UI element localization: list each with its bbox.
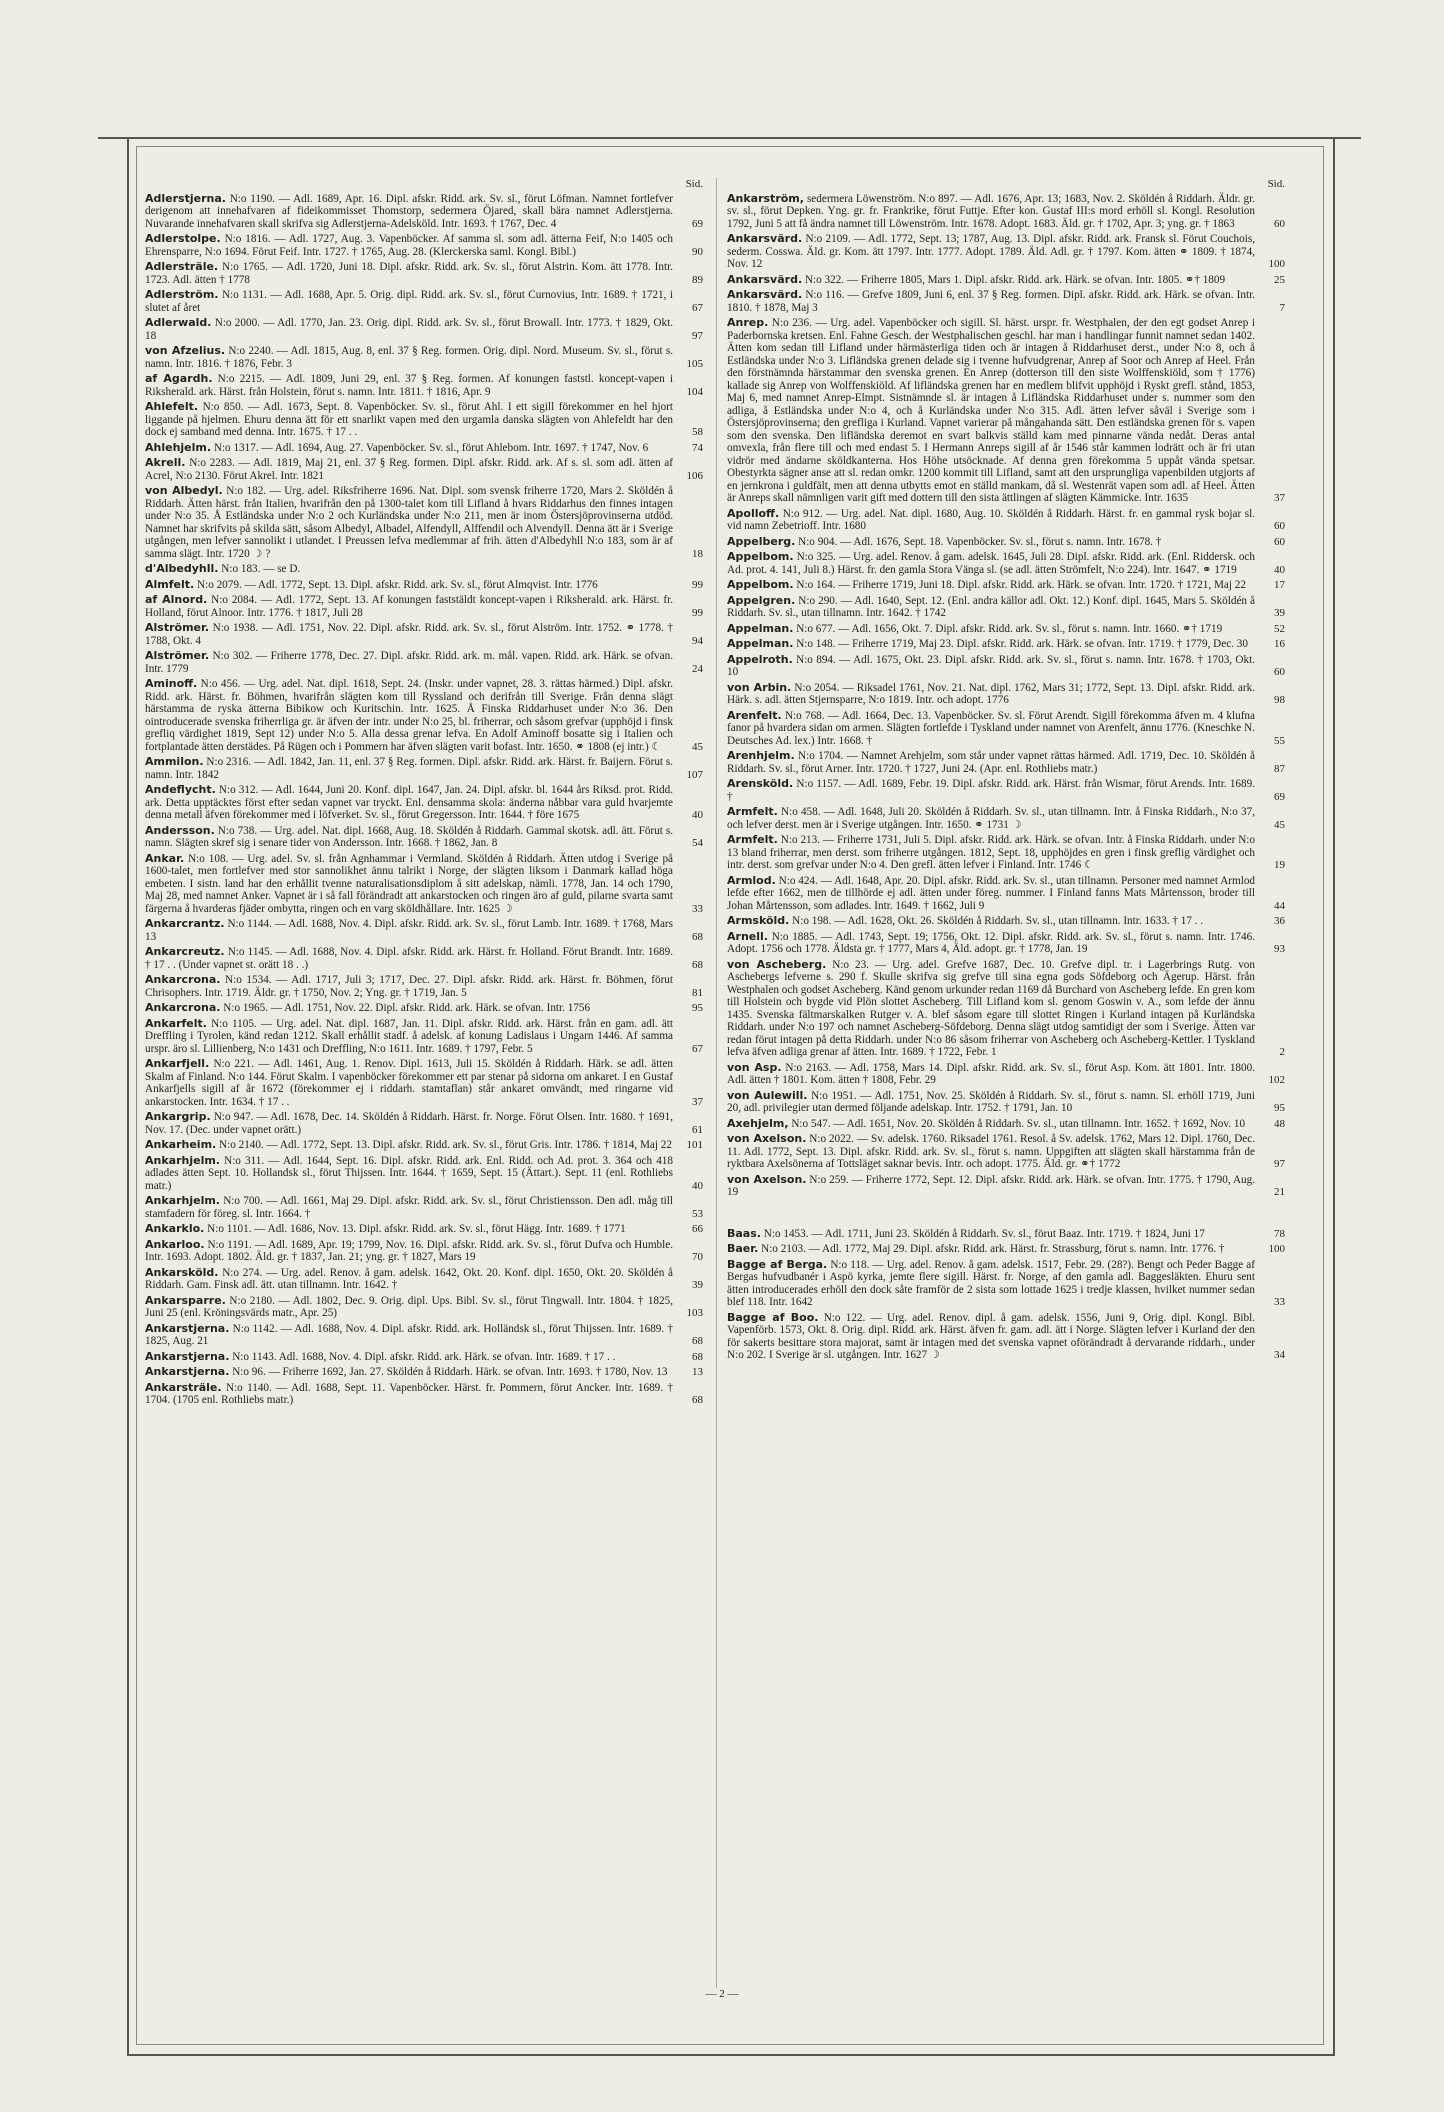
entry-text: N:o 1938. — Adl. 1751, Nov. 22. Dipl. afskr. Ridd. ark. Sv. sl., förut Alström. Intr. 1752. ⚭ 1778. † 1788, Okt. 4 — [145, 622, 674, 647]
entry-text: N:o 904. — Adl. 1676, Sept. 18. Vapenböcker. Sv. sl., förut s. namn. Intr. 1678. † — [798, 535, 1162, 548]
entry-text: N:o 424. — Adl. 1648, Apr. 20. Dipl. afskr. Ridd. ark. Sv. sl., utan tillnamn. Personer med namnet Armlod lefde efter 1662, men de tillhörde ej adl. ätten under föreg. nummer. I Finland fanns Mats Mårtensson, broder till Johan Mårtensson, som adlades. Intr. 1649. † 1662, Juli 9 — [727, 874, 1256, 912]
armorial-entry — [145, 1139, 705, 1152]
entry-page-ref: 44 — [1274, 899, 1285, 912]
armorial-entry — [727, 623, 1287, 636]
entry-text: N:o 312. — Adl. 1644, Juni 20. Konf. dipl. 1647, Jan. 24. Dipl. afskr. bl. 1644 års Riksd. prot. Ridd. ark. Detta upptäcktes först efter sedan vapnet var tryckt. Enl. densamma skola: änderna nåbbar vara guld hvarjemte denna metall äfven förekommer med i löfverket. Sv. sl., förut Gregersson. Intr. 1644. † före 1675 — [145, 784, 674, 821]
entry-name: Ankarstjerna. — [145, 1365, 230, 1378]
entry-name: d'Albedyhll. — [145, 562, 219, 575]
armorial-entry — [145, 650, 705, 675]
armorial-entry — [145, 678, 705, 753]
entry-name: Ankarklo. — [145, 1222, 205, 1235]
entry-name: Appelberg. — [727, 534, 796, 548]
armorial-entry — [145, 1295, 705, 1320]
entry-text: N:o 182. — Urg. adel. Riksfriherre 1696. Nat. Dipl. som svensk friherre 1720, Mars 2. Sköldén å Riddarh. Ätten härst. från Italien, hvarifrån den på 1300-talet kom till Lifland å hvars Riddarhus den finnes intagen under N:o 35. Å Estländska under N:o 2 och Kurländska under N:o 211, men är inom Östersjöprovinserna utdöd. Namnet har skrifvits på skilda sätt, såsom Albedyl, Albadel, Alfendyll, Alffendil och Alvendyll. Denna ätt är i Sverige utgången, men lefver sannolikt i utlandet. I Preussen lefva medlemmar af frih. ätten d'Albedyhll N:o 183, som är af samma slägt. Intr. 1720 ☽ ? — [145, 485, 674, 560]
entry-page-ref: 45 — [692, 740, 703, 753]
entry-page-ref: 81 — [692, 986, 703, 999]
armorial-entry — [727, 834, 1287, 872]
entry-text: N:o 1704. — Namnet Arehjelm, som står under vapnet rättas härmed. Adl. 1719, Dec. 10. Sköldén å Riddarh. Sv. sl., förut Arner. Intr. 1720. † 1727, Juni 24. (Apr. enl. Rothliebs matr.) — [727, 750, 1256, 775]
entry-name: Ankarfelt. — [145, 1016, 207, 1030]
entry-page-ref: 66 — [692, 1223, 703, 1235]
right-column-header: Sid. — [1267, 178, 1285, 190]
entry-page-ref: 97 — [692, 329, 703, 342]
entry-text: N:o 23. — Urg. adel. Grefve 1687, Dec. 10. Grefve dipl. tr. i Lagerbrings Rutg. von Aschebergs lefverne s. 290 f. Skulle skrifva sig grefve till sina egna gods Söfdeborg och Ägerup. Härst. från Westphalen och godset Ascheberg. Känd genom urkunder redan 1169 då Burchard von Ascheberg lefde. En gren kom till Holstein och bygde vid Plön slottet Ascheberg. Till Lifland kom sl. genom Goswin v. A., som lefde der ännu 1435. Svenska fältmarskalken Rutger v. A. blef såsom egare till slottet Ringen i Kurland intagen på Kurländska Riddarh. under N:o 197 och namnet Ascheberg-Söfdeborg. Denna slägt utdog samtidigt der som i Sverige. Ätten var redan förut intagen på detta Riddarh. under N:o 86 såsom friherrar von Ascheberg och Ascheberg-Kettler. I Tyskland lefva äfven adliga grenar af ätten. Intr. 1689. † 1722, Febr. 1 — [727, 958, 1255, 1058]
entry-page-ref: 69 — [692, 217, 703, 230]
entry-page-ref: 99 — [692, 606, 703, 619]
entry-page-ref: 60 — [1274, 520, 1285, 532]
armorial-entry — [727, 1174, 1287, 1199]
section-gap — [727, 1202, 1287, 1228]
entry-page-ref: 68 — [692, 1335, 703, 1347]
entry-name: Ankarsvärd. — [727, 232, 803, 245]
entry-text: N:o 1816. — Adl. 1727, Aug. 3. Vapenböcker. Af samma sl. som adl. ätterna Feif, N:o 1405 och Ehrensparre, N:o 1694. Förut Feif. Intr. 1727. † 1765, Aug. 28. (Klerckerska saml. Kongl. Bibl.) — [145, 233, 673, 258]
entry-name: Adlerstjerna. — [145, 191, 226, 205]
entry-page-ref: 69 — [1274, 790, 1285, 803]
entry-text: N:o 322. — Friherre 1805, Mars 1. Dipl. afskr. Ridd. ark. Härk. se ofvan. Intr. 1805. ⚭† 1809 — [804, 273, 1226, 286]
entry-text: N:o 894. — Adl. 1675, Okt. 23. Dipl. afskr. Ridd. ark. Sv. sl., förut s. namn. Intr. 1678. † 1703, Okt. 10 — [727, 653, 1256, 678]
armorial-entry — [727, 536, 1287, 549]
armorial-entry — [727, 317, 1287, 505]
entry-text: N:o 213. — Friherre 1731, Juli 5. Dipl. afskr. Ridd. ark. Härk. se ofvan. Intr. å Finska Riddarh. under N:o 13 bland friherrar, men derst. som friherre utgången. 1812, Sept. 18, upphöjdes en gren i finsk greflig värdighet och intr. derst. som grefvar under N:o 4. Den grefl. ätten lefver i Finland. Intr. 1746 ☾ — [727, 834, 1255, 871]
entry-text: N:o 2000. — Adl. 1770, Jan. 23. Orig. dipl. Ridd. ark. Sv. sl., förut Browall. Intr. 1773. † 1829, Okt. 18 — [145, 317, 674, 342]
entry-page-ref: 39 — [1274, 607, 1285, 619]
entry-page-ref: 17 — [1274, 579, 1285, 591]
armorial-entry — [145, 1239, 705, 1264]
entry-name: von Aulewill. — [727, 1088, 808, 1102]
entry-text: N:o 236. — Urg. adel. Vapenböcker och sigill. Sl. härst. urspr. fr. Westphalen, der den egt godset Anrep i Paderbornska kretsen. Enl. Fahne Gesch. der Westphalischen geschl. har man i handlingar funnit namnet sedan 1402. Ätten kom sedan till Lifland under härmästerliga tiden och är intagen å Riddarhuset derst., under N:o 8, och å Estländska under N:o 3. Lifländska grenen delade sig i tvenne hufvudgrenar, Anrep af Soor och Anrep af Heel. Från den förstnämnda härstammar den svenska grenen. En Anrep (dotterson till den siste Wolffenskiöld, som † 1776) kallade sig Anrep von Wolffenskiöld. Af lifländska grenen har en medlem blifvit upphöjd i Ryskt grefl. stånd, 1853, Maj 6, med namnet Anrep-Elmpt. Sistnämnde sl. är intagen å Lifländska Riddarhuset under s. nummer som den adliga, å Estländska under N:o 4, och å Kurländska under N:o 315. Adl. ätten lefver såväl i Sverige som i Östersjöprovinserna; den grefliga i Kurland. Vapnet varierar på mångahanda sätt. Den estländska grenen för s. vapen som den svenska. Den lifländska deremot en svart balkvis ställd kam med pinnarne vända nedåt. Deras antal omvexla, från flere till och med endast 5. I Hermann Anreps sigill af år 1546 står kammen lodrätt och är fri utan vidrör med ändarne sköldkanterna. Hos Höhe utsöcknade. Af denna gren förekomma 5 uppåt vända spetsar. Obestyrkta sägner anse att sl. redan omkr. 1200 kommit till Lifland, samt att den ursprungliga vapenbilden utgjorts af en jernkrona i guldfält, men att denna utbytts emot en ställd mankam, då sl. Westenrät vapen som adl. af Heel. Ätten är Anreps skall nämnligen varit gift med dottern till den sista ättlingen af slägten Kämmicke. Intr. 1635 — [727, 317, 1256, 504]
armorial-entry — [727, 508, 1287, 533]
entry-name: Armsköld. — [727, 914, 790, 927]
entry-text: N:o 1157. — Adl. 1689, Febr. 19. Dipl. afskr. Ridd. ark. Härst. från Wismar, förut Arends. Intr. 1689. † — [727, 778, 1255, 803]
armorial-entry — [727, 875, 1287, 913]
entry-text: N:o 2316. — Adl. 1842, Jan. 11, enl. 37 § Reg. formen. Dipl. afskr. Ridd. ark. Härst. fr. Baijern. Förut s. namn. Intr. 1842 — [145, 756, 674, 781]
entry-text: N:o 2054. — Riksadel 1761, Nov. 21. Nat. dipl. 1762, Mars 31; 1772, Sept. 13. Dipl. afskr. Ridd. ark. Härk. s. adl. ätten Stjernsparre, N:o 1819. Intr. och adopt. 1776 — [727, 681, 1256, 706]
entry-text: N:o 2140. — Adl. 1772, Sept. 13. Dipl. afskr. Ridd. ark. Sv. sl., förut Gris. Intr. 1786. † 1814, Maj 22 — [219, 1139, 672, 1151]
armorial-entry — [727, 551, 1287, 576]
armorial-entry — [145, 1223, 705, 1236]
entry-name: Arensköld. — [727, 777, 794, 790]
entry-text: N:o 118. — Urg. adel. Renov. å gam. adelsk. 1517, Febr. 29. (28?). Bengt och Peder Bagge af Bergas hufvudbanér i Aspö kyrka, jemte flere sigill. Härst. fr. Norge, af den gamla adl. Baggesläkten. Ehuru sent ätten introducerades erhöll den dock såte framför de 2 sista som lottade 1625 i tredje klassen, hvilket nummer sedan blef 118. Intr. 1642 — [727, 1258, 1255, 1308]
entry-name: Ankarstjerna. — [145, 1321, 230, 1335]
entry-text: N:o 148. — Friherre 1719, Maj 23. Dipl. afskr. Ridd. ark. Härk. se ofvan. Intr. 1719. † 1779, Dec. 30 — [796, 638, 1248, 650]
entry-text: N:o 850. — Adl. 1673, Sept. 8. Vapenböcker. Sv. sl., förut Ahl. I ett sigill förekommer en hel hjort liggande på hjelmen. Ehuru denna ätt för ett snarlikt vapen med den urgamla danska slägten von Ahlefeldt har den dock ej samband med denna. Intr. 1675. † 17 . . — [145, 401, 674, 438]
armorial-entry — [727, 1133, 1287, 1171]
frame-corner-left — [98, 137, 128, 153]
armorial-entry — [145, 193, 705, 231]
armorial-entry — [145, 1018, 705, 1056]
entry-name: Adlerström. — [145, 288, 219, 301]
entry-name: Armfelt. — [727, 805, 778, 818]
entry-name: Ankarhjelm. — [145, 1194, 220, 1207]
armorial-entry — [145, 442, 705, 455]
armorial-entry — [727, 638, 1287, 651]
armorial-entry — [145, 1267, 705, 1292]
entry-name: Armfelt. — [727, 833, 778, 846]
armorial-entry — [145, 289, 705, 314]
entry-text: N:o 1951. — Adl. 1751, Nov. 25. Sköldén å Riddarh. Sv. sl., förut s. namn. Sl. erhöll 1719, Juni 20, adl. privilegier utan dermed följande adelskap. Intr. 1752. † 1791, Jan. 10 — [727, 1089, 1256, 1114]
entry-page-ref: 58 — [692, 426, 703, 438]
entry-page-ref: 95 — [1274, 1102, 1285, 1114]
entry-name: Appelman. — [727, 637, 794, 650]
entry-text: N:o 947. — Adl. 1678, Dec. 14. Sköldén å Riddarh. Härst. fr. Norge. Förut Olsen. Intr. 1680. † 1691, Nov. 17. (Dec. under vapnet orätt.) — [145, 1111, 673, 1136]
entry-text: N:o 1143. Adl. 1688, Nov. 4. Dipl. afskr. Ridd. ark. Härk. se ofvan. Intr. 1689. † 17 . . — [232, 1350, 616, 1363]
entry-page-ref: 93 — [1274, 943, 1285, 955]
entry-text: N:o 2022. — Sv. adelsk. 1760. Riksadel 1761. Resol. å Sv. adelsk. 1762, Mars 12. Dipl. 1760, Dec. 11. Adl. 1772, Sept. 13. Dipl. afskr. Ridd. ark. Sv. sl., förut s. namn. Uppgiften att slägten skall härstamma från de ryktbara Axelsönerna af Tottsläget saknar bevis. Intr. och adopt. 1775. Äld. gr. ⚭† 1772 — [727, 1133, 1255, 1170]
entry-name: Baer. — [727, 1242, 759, 1255]
armorial-entry — [727, 274, 1287, 287]
entry-name: Appelgren. — [727, 593, 796, 607]
right-column — [727, 178, 1287, 1365]
entry-name: Ankarstjerna. — [145, 1349, 230, 1363]
entry-page-ref: 40 — [1274, 563, 1285, 576]
entry-name: von Ascheberg. — [727, 957, 827, 971]
entry-name: Alströmer. — [145, 649, 210, 662]
entry-text: N:o 1453. — Adl. 1711, Juni 23. Sköldén å Riddarh. Sv. sl., förut Baaz. Intr. 1719. † 1824, Juni 17 — [763, 1227, 1205, 1240]
entry-page-ref: 34 — [1274, 1349, 1285, 1361]
armorial-entry — [145, 594, 705, 619]
armorial-entry — [145, 853, 705, 916]
entry-page-ref: 74 — [692, 441, 703, 454]
entry-name: Anrep. — [727, 316, 769, 329]
entry-page-ref: 60 — [1274, 666, 1285, 678]
armorial-entry — [145, 373, 705, 398]
entry-text: N:o 1885. — Adl. 1743, Sept. 19; 1756, Okt. 12. Dipl. afskr. Ridd. ark. Sv. sl., förut s. namn. Intr. 1746. Adopt. 1756 och 1778. Äldsta gr. † 1777, Mars 4, Äld. adopt. gr. † 1778, Jan. 19 — [727, 930, 1256, 955]
entry-page-ref: 89 — [692, 273, 703, 286]
entry-page-ref: 68 — [692, 930, 703, 943]
armorial-entry — [727, 1312, 1287, 1362]
entry-text: N:o 2079. — Adl. 1772, Sept. 13. Dipl. afskr. Ridd. ark. Sv. sl., förut Almqvist. Intr. 1776 — [197, 578, 598, 591]
armorial-entry — [727, 193, 1287, 231]
entry-name: Alströmer. — [145, 621, 210, 634]
entry-name: von Albedyl. — [145, 484, 223, 497]
entry-name: Bagge af Berga. — [727, 1257, 828, 1271]
armorial-entry — [145, 946, 705, 971]
armorial-entry — [727, 750, 1287, 775]
armorial-entry — [145, 261, 705, 286]
entry-text: N:o 1317. — Adl. 1694, Aug. 27. Vapenböcker. Sv. sl., förut Ahlebom. Intr. 1697. † 1747, Nov. 6 — [213, 441, 649, 454]
armorial-entry — [145, 485, 705, 560]
armorial-entry — [727, 654, 1287, 679]
armorial-entry — [145, 401, 705, 439]
entry-text: N:o 221. — Adl. 1461, Aug. 1. Renov. Dipl. 1613, Juli 15. Sköldén å Riddarh. Härk. se adl. ätten Skalm af Finland. N:o 144. Förut Skalm. I vapenböcker förekommer ett par stenar på sidorna om ankaret. I en Gustaf Ankarfjells sigill af år 1672 (förekommer ej i riddarh. stamtaflan) står ankaret omvändt, med ringarne vid ankarstocken. Intr. 1634. † 17 . . — [145, 1058, 673, 1108]
entry-page-ref: 48 — [1274, 1117, 1285, 1130]
armorial-entry — [727, 595, 1287, 620]
armorial-entry — [145, 457, 705, 482]
entry-name: Arnell. — [727, 929, 768, 943]
entry-name: Arenhjelm. — [727, 749, 795, 762]
entry-text: N:o 2163. — Adl. 1758, Mars 14. Dipl. afskr. Ridd. ark. Sv. sl., förut Asp. Kom. ätt 1801. Intr. 1800. Adl. ätten † 1801. Kom. ätten † 1808, Febr. 29 — [727, 1061, 1255, 1086]
entry-name: Ankarloo. — [145, 1237, 205, 1251]
entry-page-ref: 68 — [692, 1394, 703, 1406]
entry-name: Ahlehjelm. — [145, 440, 212, 454]
entry-name: af Agardh. — [145, 372, 213, 385]
entry-name: von Arbin. — [727, 680, 792, 694]
entry-text: N:o 1145. — Adl. 1688, Nov. 4. Dipl. afskr. Ridd. ark. Härst. fr. Holland. Förut Brandt. Intr. 1689. † 17 . . (Under vapnet st. orätt 18 . .) — [145, 946, 673, 971]
frame-corner-right — [1331, 137, 1361, 153]
entry-text: N:o 259. — Friherre 1772, Sept. 12. Dipl. afskr. Ridd. ark. Härk. se ofvan. Intr. 1775. † 1790, Aug. 19 — [727, 1173, 1256, 1198]
armorial-entry — [145, 1058, 705, 1108]
entry-name: Ankarsvärd. — [727, 272, 803, 286]
armorial-entry — [727, 1090, 1287, 1115]
entry-text: N:o 2180. — Adl. 1802, Dec. 9. Orig. dipl. Ups. Bibl. Sv. sl., förut Tingwall. Intr. 1804. † 1825, Juni 25 (enl. Kröningsvärds matr., Apr. 25) — [145, 1294, 673, 1319]
armorial-entry — [727, 806, 1287, 831]
entry-page-ref: 61 — [692, 1123, 703, 1136]
armorial-entry — [145, 825, 705, 850]
entry-name: Ankarhjelm. — [145, 1153, 220, 1167]
entry-name: von Afzelius. — [145, 344, 226, 357]
entry-name: Apolloff. — [727, 506, 780, 520]
entry-name: Ankarsparre. — [145, 1293, 226, 1307]
entry-page-ref: 21 — [1274, 1186, 1285, 1198]
entry-page-ref: 60 — [1274, 217, 1285, 230]
entry-name: Appelbom. — [727, 550, 794, 563]
entry-name: von Axelson. — [727, 1132, 807, 1145]
entry-text: N:o 2109. — Adl. 1772, Sept. 13; 1787, Aug. 13. Dipl. afskr. Ridd. ark. Fransk sl. Förut Couchois, sederm. Cosswa. Äld. gr. Kom. ätt 1797. Intr. 1777. Adopt. 1789. Äld. Adl. gr. † 1797. Kom. ätten ⚭ 1809. † 1874, Nov. 12 — [727, 233, 1256, 270]
entry-page-ref: 45 — [1274, 818, 1285, 831]
entry-text: N:o 768. — Adl. 1664, Dec. 13. Vapenböcker. Sv. sl. Förut Arendt. Sigill förekomma äfven m. 4 klufna fanor på hvardera sidan om armen. Slägten fortlefde i Tyskland under namnet von Arenfelt, ännu 1776. (Kneschke N. Deutsches Ad. lex.) Intr. 1668. † — [727, 709, 1255, 747]
entry-page-ref: 107 — [686, 768, 703, 781]
entry-name: Ankarcrantz. — [145, 917, 225, 930]
entry-text: N:o 2215. — Adl. 1809, Juni 29, enl. 37 § Reg. formen. Af konungen faststl. koncept-vapen i Riksherald. ark. Härst. från Holstein, förut s. namn. Intr. 1811. † 1816, Apr. 9 — [145, 373, 673, 398]
entry-text: N:o 1144. — Adl. 1688, Nov. 4. Dipl. afskr. Ridd. ark. Sv. sl., förut Lamb. Intr. 1689. † 1768, Mars 13 — [145, 918, 673, 943]
entry-page-ref: 37 — [1274, 492, 1285, 504]
entry-name: Andersson. — [145, 823, 215, 837]
entry-text: N:o 2240. — Adl. 1815, Aug. 8, enl. 37 § Reg. formen. Orig. dipl. Nord. Museum. Sv. sl., förut s. namn. Intr. 1816. † 1876, Febr. 3 — [145, 345, 673, 370]
entry-page-ref: 67 — [692, 301, 703, 314]
entry-text: N:o 456. — Urg. adel. Nat. dipl. 1618, Sept. 24. (Inskr. under vapnet, 28. 3. rättas härmed.) Dipl. afskr. Ridd. ark. Härst. fr. Böhmen, hvarifrån slägten kom till Ryssland och derifrån till Sverige. Från denna slägt härstamma de ryska ätterna Bibikow och Kuritschin. Intr. 1625. Å Finska Riddarhuset under N:o 36. Den ointroducerade svenska friherrliga gr. är äfven der intr. under N:o 25, bl. friherrar, och såsom grefvar (upphöjd i finsk grefliq värdighet 1819, Sept 12) under N:o 5. Alla dessa grenar lefva. En Adolf Aminoff bosatte sig i Italien och fortplantade ätten derstädes. På Rügen och i Pommern har äfven slägten varit bofast. Intr. 1650. ⚭ 1808 (ej intr.) ☾ — [145, 678, 673, 753]
entry-page-ref: 13 — [692, 1366, 703, 1378]
entry-name: Ankarsvärd. — [727, 288, 803, 301]
entry-text: N:o 302. — Friherre 1778, Dec. 27. Dipl. afskr. Ridd. ark. m. mål. vapen. Ridd. ark. Härk. se ofvan. Intr. 1779 — [145, 650, 674, 675]
armorial-entry — [145, 579, 705, 592]
entry-text: N:o 116. — Grefve 1809, Juni 6, enl. 37 § Reg. formen. Dipl. afskr. Ridd. ark. Härk. se ofvan. Intr. 1810. † 1878, Maj 3 — [727, 289, 1256, 314]
entry-name: Appelman. — [727, 621, 794, 635]
entry-text: N:o 96. — Friherre 1692, Jan. 27. Sköldén å Riddarh. Härk. se ofvan. Intr. 1693. † 1780, Nov. 13 — [232, 1366, 668, 1378]
entry-page-ref: 67 — [692, 1042, 703, 1055]
entry-name: Akrell. — [145, 456, 186, 469]
entry-name: Andeflycht. — [145, 783, 216, 796]
armorial-entry — [145, 974, 705, 999]
entry-text: N:o 2103. — Adl. 1772, Maj 29. Dipl. afskr. Ridd. ark. Härst. fr. Strassburg, förut s. namn. Intr. 1776. † — [761, 1243, 1225, 1255]
entry-name: Adlerwald. — [145, 316, 212, 329]
entry-page-ref: 68 — [692, 1350, 703, 1363]
entry-text: N:o 1105. — Urg. adel. Nat. dipl. 1687, Jan. 11. Dipl. afskr. Ridd. ark. Härst. från en gam. adl. ätt Dreffling i Tyrolen, känd redan 1212. Skall erhållit stadf. å adelsk. af konung Ladislaus i Ungarn 1446. Af samma urspr. äro sl. Lillienberg, N:o 1431 och Dreffling, N:o 1611. Intr. 1689. † 1797, Febr. 5 — [145, 1017, 674, 1055]
entry-name: af Alnord. — [145, 593, 208, 606]
armorial-entry — [145, 563, 705, 576]
armorial-entry — [727, 915, 1287, 928]
entry-page-ref: 105 — [686, 357, 703, 370]
entry-page-ref: 94 — [692, 634, 703, 647]
armorial-entry — [727, 233, 1287, 271]
entry-page-ref: 102 — [1268, 1074, 1285, 1086]
entry-name: Bagge af Boo. — [727, 1310, 819, 1324]
entry-text: N:o 325. — Urg. adel. Renov. å gam. adelsk. 1645, Juli 28. Dipl. afskr. Ridd. ark. (Enl. Riddersk. och Ad. prot. 4. 141, Juli 8.) Härst. fr. den gamla Stora Vänga sl. (se adl. ätten Strömfelt, N:o 224). Intr. 1647. ⚭ 1719 — [727, 551, 1255, 576]
entry-page-ref: 39 — [692, 1279, 703, 1291]
armorial-entry — [145, 345, 705, 370]
entry-text: N:o 1101. — Adl. 1686, Nov. 13. Dipl. afskr. Ridd. ark. Sv. sl., förut Hägg. Intr. 1689. † 1771 — [207, 1223, 626, 1235]
armorial-entry — [145, 1195, 705, 1220]
entry-name: Armlod. — [727, 873, 776, 887]
armorial-entry — [727, 682, 1287, 707]
entry-page-ref: 101 — [686, 1139, 703, 1151]
armorial-entry — [145, 1351, 705, 1364]
entry-page-ref: 2 — [1279, 1046, 1285, 1058]
armorial-entry — [145, 1111, 705, 1136]
armorial-entry — [145, 1323, 705, 1348]
entry-page-ref: 90 — [692, 245, 703, 258]
entry-text: N:o 912. — Urg. adel. Nat. dipl. 1680, Aug. 10. Sköldén å Riddarh. Härst. fr. en gammal rysk bojar sl. vid namn Zebetrioff. Intr. 1680 — [727, 507, 1255, 532]
entry-page-ref: 60 — [1274, 535, 1285, 548]
entry-text: sedermera Löwenström. N:o 897. — Adl. 1676, Apr. 13; 1683, Nov. 2. Sköldén å Riddarh. Äldr. gr. sv. sl., förut Depken. Yng. gr. fr. Frankrike, förut Futtje. Efter kon. Gustaf III:s mord erhöll sl. Kongl. Resolution 1792, Juni 5 att få ändra namnet till Löwenström. Intr. 1678. Adopt. 1683. Äld. gr. † 1702, Apr. 3; yng. gr. † 1863 — [727, 192, 1255, 230]
entry-text: N:o 677. — Adl. 1656, Okt. 7. Dipl. afskr. Ridd. ark. Sv. sl., förut s. namn. Intr. 1660. ⚭† 1719 — [796, 622, 1223, 635]
entry-text: N:o 1140. — Adl. 1688, Sept. 11. Vapenböcker. Härst. fr. Pommern, förut Ancker. Intr. 1689. † 1704. (1705 enl. Rothliebs matr.) — [145, 1381, 673, 1406]
entry-page-ref: 106 — [686, 469, 703, 482]
entry-name: Ammilon. — [145, 755, 204, 768]
armorial-entry — [145, 1382, 705, 1407]
armorial-entry — [727, 579, 1287, 592]
armorial-entry — [727, 710, 1287, 748]
entry-name: Almfelt. — [145, 577, 195, 591]
entry-text: N:o 547. — Adl. 1651, Nov. 20. Sköldén å Riddarh. Sv. sl., utan tillnamn. Intr. 1652. † 1692, Nov. 10 — [791, 1117, 1246, 1130]
entry-page-ref: 100 — [1268, 1243, 1285, 1255]
entry-page-ref: 55 — [1274, 734, 1285, 747]
entry-text: N:o 183. — se D. — [221, 563, 301, 575]
entry-name: Ahlefelt. — [145, 400, 199, 413]
entry-text: N:o 1142. — Adl. 1688, Nov. 4. Dipl. afskr. Ridd. ark. Holländsk sl., förut Thijssen. Intr. 1689. † 1825, Aug. 21 — [145, 1322, 673, 1347]
entry-page-ref: 104 — [686, 385, 703, 398]
entry-name: Adlersträle. — [145, 260, 219, 273]
entry-page-ref: 33 — [692, 902, 703, 915]
entry-page-ref: 25 — [1274, 273, 1285, 286]
entry-page-ref: 68 — [692, 958, 703, 971]
armorial-entry — [727, 1259, 1287, 1309]
armorial-entry — [145, 1002, 705, 1015]
entry-name: Baas. — [727, 1226, 761, 1240]
entry-text: N:o 164. — Friherre 1719, Juni 18. Dipl. afskr. Ridd. ark. Härk. se ofvan. Intr. 1720. † 1721, Maj 22 — [796, 579, 1246, 591]
entry-page-ref: 99 — [692, 578, 703, 591]
entry-name: Ankarcrona. — [145, 973, 221, 986]
entry-name: von Axelson. — [727, 1172, 807, 1186]
left-column — [145, 178, 705, 1410]
entry-text: N:o 311. — Adl. 1644, Sept. 16. Dipl. afskr. Ridd. ark. Enl. Ridd. och Ad. prot. 3. 364 och 418 adlades ätten Sept. 10. Hollandsk sl., förut Thijssen. Intr. 1644. † 1659, Sept. 15 (Ättart.). Sept. 11 (enl. Rothliebs matr.) — [145, 1154, 673, 1192]
entry-text: N:o 1534. — Adl. 1717, Juli 3; 1717, Dec. 27. Dipl. afskr. Ridd. ark. Härst. fr. Böhmen, förut Chrisophers. Intr. 1719. Äldr. gr. † 1750, Nov. 2; Yng. gr. † 1719, Jan. 5 — [145, 974, 674, 999]
armorial-entry — [727, 931, 1287, 956]
entry-name: Appelroth. — [727, 652, 793, 666]
entry-text: N:o 1965. — Adl. 1751, Nov. 22. Dipl. afskr. Ridd. ark. Härk. se ofvan. Intr. 1756 — [223, 1002, 591, 1014]
entry-page-ref: 78 — [1274, 1227, 1285, 1240]
entry-name: Ankarsköld. — [145, 1265, 219, 1279]
entry-name: Ankarfjell. — [145, 1057, 210, 1070]
entry-text: N:o 108. — Urg. adel. Sv. sl. från Agnhammar i Vermland. Sköldén å Riddarh. Ätten utdog i Sverige på 1600-talet, men fortlefver med stor sannolikhet ännu talrikt i Norge, der slägten liksom i Danmark kallad höga embeten. I sistn. land har den erhållit tvenne naturalisationsdiplom å sitt adelskap, nämli. 1778, Jan. 14 och 1790, Maj 28, med namnet Anker. Vapnet är i så fall förändradt att ankarstocken och ringen äro af guld, pilarne svarta samt färgerna å hvarderas fjäder ombytta, ringen och en varg sköldhållare. Intr. 1625 ☽ — [145, 852, 674, 915]
entry-page-ref: 19 — [1274, 859, 1285, 871]
entry-text: N:o 198. — Adl. 1628, Okt. 26. Sköldén å Riddarh. Sv. sl., utan tillnamn. Intr. 1633. † 17 . . — [792, 915, 1204, 927]
entry-name: Ankarcreutz. — [145, 945, 225, 958]
entry-text: N:o 458. — Adl. 1648, Juli 20. Sköldén å Riddarh. Sv. sl., utan tillnamn. Intr. å Finska Riddarh., N:o 37, och lefver derst. men är i Sverige utgången. Intr. 1650. ⚭ 1731 ☽ — [727, 806, 1255, 831]
armorial-entry — [145, 622, 705, 647]
entry-text: N:o 122. — Urg. adel. Renov. dipl. å gam. adelsk. 1556, Juni 9, Orig. dipl. Kongl. Bibl. Vapenförb. 1573, Okt. 8. Orig. dipl. Ridd. ark. Härst. äfven fr. gam. adl. ätt i Norge. Slägten lefver i Kurland der den för sakerts besittare stora majorat, samt är intagen med det svenska vapnet oförändradt å dervarande riddarh., under N:o 202. I Sverige är sl. utgången. Intr. 1627 ☽ — [727, 1311, 1256, 1361]
entry-name: Aminoff. — [145, 677, 198, 690]
armorial-entry — [727, 1062, 1287, 1087]
armorial-entry — [145, 918, 705, 943]
entry-text: N:o 1131. — Adl. 1688, Apr. 5. Orig. dipl. Ridd. ark. Sv. sl., förut Curnovius, Intr. 1689. † 1721, i slutet af året — [145, 289, 673, 314]
armorial-entry — [145, 1366, 705, 1379]
armorial-entry — [727, 778, 1287, 803]
entry-page-ref: 54 — [692, 837, 703, 849]
entry-text: N:o 2283. — Adl. 1819, Maj 21, enl. 37 § Reg. formen. Dipl. afskr. Ridd. ark. Af s. sl. som adl. ätten af Acrel, N:o 2130. Förut Akrel. Intr. 1821 — [145, 457, 673, 482]
armorial-entry — [145, 317, 705, 342]
entry-page-ref: 97 — [1274, 1158, 1285, 1170]
entry-page-ref: 70 — [692, 1251, 703, 1263]
entry-name: Ankargrip. — [145, 1110, 211, 1123]
entry-page-ref: 103 — [686, 1307, 703, 1319]
entry-name: Ankarsträle. — [145, 1380, 222, 1394]
entry-text: N:o 290. — Adl. 1640, Sept. 12. (Enl. andra källor adl. Okt. 12.) Konf. dipl. 1645, Mars 5. Sköldén å Riddarh. Sv. sl., utan tillnamn. Intr. 1642. † 1742 — [727, 594, 1256, 619]
entry-page-ref: 40 — [692, 1179, 703, 1192]
entry-page-ref: 87 — [1274, 762, 1285, 775]
entry-text: N:o 1765. — Adl. 1720, Juni 18. Dipl. afskr. Ridd. ark. Sv. sl., förut Alstrin. Kom. ätt 1778. Intr. 1723. Adl. ätten † 1778 — [145, 261, 674, 286]
entry-page-ref: 18 — [692, 547, 703, 560]
entry-name: Axehjelm, — [727, 1116, 789, 1130]
entry-page-ref: 33 — [1274, 1296, 1285, 1308]
column-divider — [716, 178, 717, 1988]
page-number: — 2 — — [705, 1988, 739, 2000]
entry-text: N:o 1190. — Adl. 1689, Apr. 16. Dipl. afskr. Ridd. ark. Sv. sl., förut Löfman. Namnet fortlefver derigenom att innehafvaren af fideikommisset Thomstorp, sedermera Öjared, skall bära namnet Adlerstjerna. Nuvarande innehafvaren skall skrifva sig Adlerstjerna-Adelsköld. Intr. 1693. † 1767, Dec. 4 — [145, 192, 674, 230]
entry-page-ref: 7 — [1279, 301, 1285, 314]
armorial-entry — [145, 1155, 705, 1193]
entry-text: N:o 2084. — Adl. 1772, Sept. 13. Af konungen faststäldt koncept-vapen i Riksherald. ark. Härst. fr. Holland, förut Alnoor. Intr. 1776. † 1817, Juli 28 — [145, 594, 674, 619]
entry-page-ref: 16 — [1274, 638, 1285, 650]
entry-page-ref: 40 — [692, 809, 703, 821]
entry-text: N:o 1191. — Adl. 1689, Apr. 19; 1799, Nov. 16. Dipl. afskr. Ridd. ark. Sv. sl., förut Dufva och Humble. Intr. 1693. Adopt. 1802. Äld. gr. † 1837, Jan. 21; yng. gr. † 1827, Mars 19 — [145, 1238, 674, 1263]
entry-page-ref: 98 — [1274, 694, 1285, 706]
entry-text: N:o 738. — Urg. adel. Nat. dipl. 1668, Aug. 18. Sköldén å Riddarh. Gammal skotsk. adl. ätt. Förut s. namn. Slägten skref sig i senare tider von Andersson. Intr. 1668. † 1862, Jan. 8 — [145, 824, 673, 849]
armorial-entry — [145, 784, 705, 822]
entry-text: N:o 700. — Adl. 1661, Maj 29. Dipl. afskr. Ridd. ark. Sv. sl., förut Christiensson. Den adl. måg till stamfadern för föreg. sl. Intr. 1664. † — [145, 1195, 674, 1220]
entry-name: Arenfelt. — [727, 708, 782, 722]
entry-text: N:o 274. — Urg. adel. Renov. å gam. adelsk. 1642, Okt. 20. Konf. dipl. 1650, Okt. 20. Sköldén å Riddarh. Gam. Finsk adl. ätt. utan tillnamn. Intr. 1642. † — [145, 1266, 674, 1291]
entry-name: Ankarström, — [727, 191, 804, 205]
armorial-entry — [727, 1243, 1287, 1256]
entry-page-ref: 95 — [692, 1002, 703, 1014]
entry-page-ref: 36 — [1274, 915, 1285, 927]
armorial-entry — [727, 1118, 1287, 1131]
entry-name: Ankar. — [145, 851, 185, 865]
armorial-entry — [145, 756, 705, 781]
entry-page-ref: 53 — [692, 1207, 703, 1220]
entry-page-ref: 37 — [692, 1095, 703, 1108]
armorial-entry — [727, 1228, 1287, 1241]
entry-name: Appelbom. — [727, 578, 794, 591]
armorial-entry — [145, 233, 705, 258]
entry-name: Ankarheim. — [145, 1138, 217, 1151]
entry-name: Adlerstolpe. — [145, 232, 221, 245]
armorial-entry — [727, 289, 1287, 314]
armorial-entry — [727, 959, 1287, 1059]
entry-page-ref: 52 — [1274, 622, 1285, 635]
entry-name: Ankarcrona. — [145, 1001, 221, 1014]
entry-page-ref: 24 — [692, 662, 703, 675]
entry-page-ref: 100 — [1268, 258, 1285, 270]
left-column-header: Sid. — [685, 178, 703, 190]
entry-name: von Asp. — [727, 1060, 782, 1074]
